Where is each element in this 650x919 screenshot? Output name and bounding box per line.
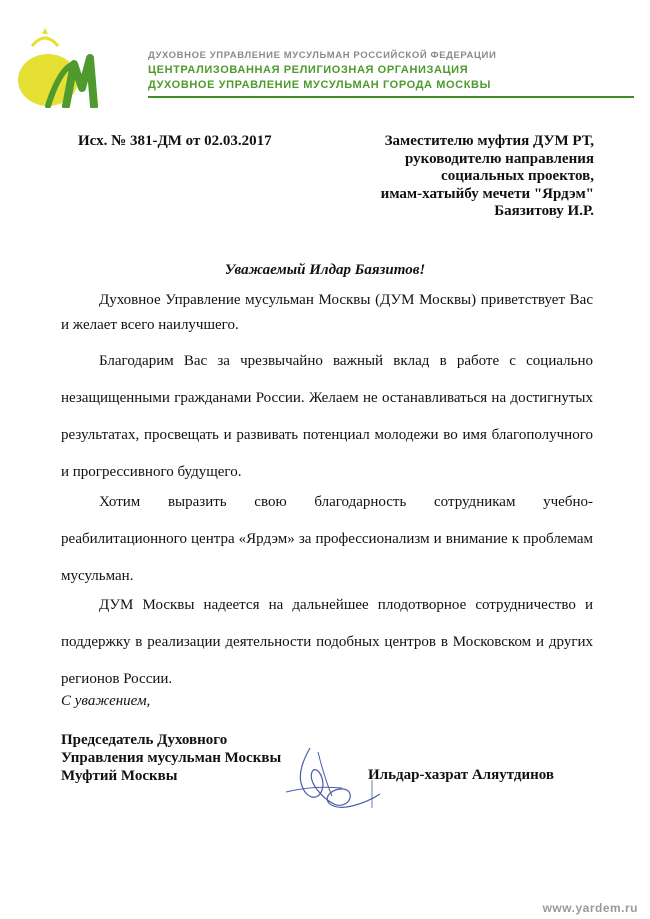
org-name-moscow: ДУХОВНОЕ УПРАВЛЕНИЕ МУСУЛЬМАН ГОРОДА МОСКВЫ <box>148 79 491 91</box>
salutation: Уважаемый Илдар Баязитов! <box>224 262 426 278</box>
closing-phrase: С уважением, <box>61 693 151 709</box>
addressee-line: Заместителю муфтия ДУМ РТ, <box>384 133 594 149</box>
handwritten-signature <box>272 742 382 812</box>
signer-name: Ильдар-хазрат Аляутдинов <box>368 767 554 783</box>
website-watermark: www.yardem.ru <box>542 901 638 915</box>
addressee-line: Баязитову И.Р. <box>494 203 594 219</box>
dum-logo-icon <box>8 28 100 108</box>
addressee-line: руководителю направления <box>405 150 594 167</box>
signatory-title-line: Председатель Духовного <box>61 732 228 748</box>
body-paragraph: Благодарим Вас за чрезвычайно важный вклад в работе с социально незащищенными гражданами России. Желаем не останавливаться на достигнутых результатах, просвещать и развивать потенциал молодежи во имя благополучного и прогрессивного будущего. <box>61 353 593 480</box>
outgoing-reference: Исх. № 381-ДМ от 02.03.2017 <box>78 133 272 149</box>
organization-header <box>148 48 496 93</box>
body-paragraph: Духовное Управление мусульман Москвы (ДУМ Москвы) приветствует Вас и желает всего наилучшего. <box>61 292 593 333</box>
org-name-federation: ДУХОВНОЕ УПРАВЛЕНИЕ МУСУЛЬМАН РОССИЙСКОЙ ФЕДЕРАЦИИ <box>148 50 497 61</box>
org-name-centralized: ЦЕНТРАЛИЗОВАННАЯ РЕЛИГИОЗНАЯ ОРГАНИЗАЦИЯ <box>148 64 469 76</box>
body-paragraph: Хотим выразить свою благодарность сотрудникам учебно-реабилитационного центра «Ярдэм» за профессионализм и внимание к проблемам мусульман. <box>61 494 593 584</box>
addressee-block <box>274 133 594 221</box>
signatory-title-line: Управления мусульман Москвы <box>61 750 282 766</box>
addressee-line: социальных проектов, <box>441 168 594 184</box>
addressee-line: имам-хатыйбу мечети "Ярдэм" <box>380 185 594 202</box>
signatory-title <box>61 731 281 785</box>
body-paragraph: ДУМ Москвы надеется на дальнейшее плодотворное сотрудничество и поддержку в реализации деятельности подобных центров в Московском и других регионов России. <box>61 597 593 687</box>
header-rule <box>148 96 634 98</box>
signatory-title-line: Муфтий Москвы <box>61 768 178 784</box>
